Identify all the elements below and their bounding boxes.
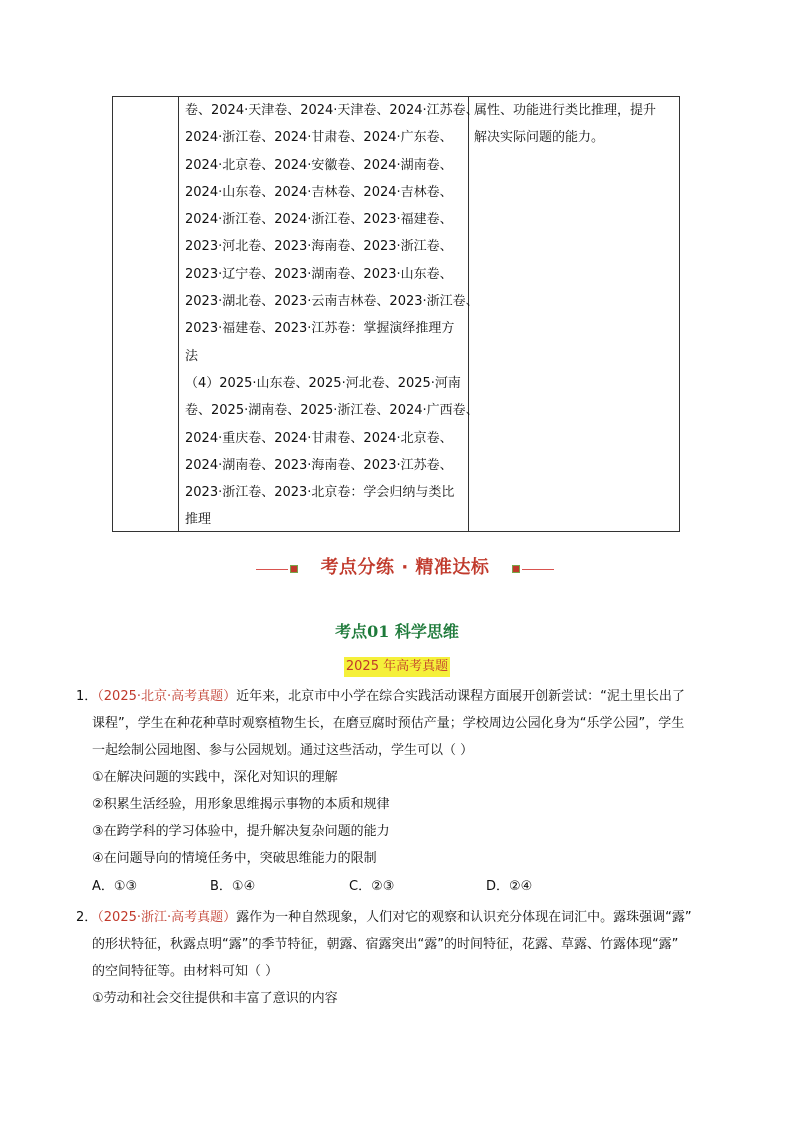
table-line: 卷、2024·天津卷、2024·天津卷、2024·江苏卷、 (185, 103, 479, 118)
q2-number: 2． (76, 910, 98, 925)
exam-list-text (185, 97, 479, 534)
table-line: 属性、功能进行类比推理，提升 (474, 103, 657, 118)
q1-option-3: ③在跨学科的学习体验中，提升解决复杂问题的能力 (92, 824, 390, 839)
q1-option-4: ④在问题导向的情境任务中，突破思维能力的限制 (92, 851, 377, 866)
table-line: 法 (185, 348, 199, 364)
q1-line-1 (76, 683, 685, 710)
table-line: 2023·浙江卷、2023·北京卷：学会归纳与类比 (185, 485, 455, 501)
q1-line-2: 课程”，学生在种花种草时观察植物生长，在磨豆腐时预估产量；学校周边公园化身为“乐学公园”，学生 (92, 716, 685, 731)
banner-line-right (522, 569, 554, 570)
table-line: 2024·浙江卷、2024·浙江卷、2023·福建卷、 (185, 212, 453, 228)
q2-line-1 (76, 904, 692, 931)
table-line: 2023·辽宁卷、2023·湖南卷、2023·山东卷、 (185, 266, 453, 282)
q1-number: 1． (76, 689, 98, 704)
banner-square-icon (290, 565, 298, 573)
q1-line-3: 一起绘制公园地图、参与公园规划。通过这些活动，学生可以（ ） (92, 743, 474, 758)
q2-line-2: 的形状特征，秋露点明“露”的季节特征，朝露、宿露突出“露”的时间特征，花露、草露、竹露体现“露” (92, 937, 679, 952)
table-line: （4）2025·山东卷、2025·河北卷、2025·河南 (185, 375, 461, 391)
section-title: 考点01 科学思维 (335, 622, 459, 641)
q1-option-2: ②积累生活经验，用形象思维揭示事物的本质和规律 (92, 797, 390, 812)
choice-b[interactable]: B．①④ (210, 879, 256, 894)
table-line: 2023·湖北卷、2023·云南吉林卷、2023·浙江卷、 (185, 294, 479, 310)
choice-c[interactable]: C．②③ (349, 879, 395, 894)
choice-d[interactable]: D．②④ (486, 879, 533, 894)
table-line: 推理 (185, 512, 212, 528)
q2-option-1: ①劳动和社会交往提供和丰富了意识的内容 (92, 991, 338, 1006)
q1-text: 近年来，北京市中小学在综合实践活动课程方面展开创新尝试：“泥土里长出了 (236, 689, 685, 704)
q2-text: 露作为一种自然现象，人们对它的观察和认识充分体现在词汇中。露珠强调“露” (236, 910, 692, 925)
table-line: 卷、2025·湖南卷、2025·浙江卷、2024·广西卷、 (185, 403, 479, 419)
year-tag: 2025 年高考真题 (344, 657, 450, 677)
q1-option-1: ①在解决问题的实践中，深化对知识的理解 (92, 770, 338, 785)
table-line: 2024·重庆卷、2024·甘肃卷、2024·北京卷、 (185, 430, 453, 446)
banner-square-icon (512, 565, 520, 573)
q2-source: （2025·浙江·高考真题） (97, 910, 237, 925)
banner-title: 考点分练 · 精准达标 (320, 557, 490, 578)
table-line: 2023·河北卷、2023·海南卷、2023·浙江卷、 (185, 239, 453, 255)
q1-source: （2025·北京·高考真题） (97, 689, 237, 704)
table-line: 2024·北京卷、2024·安徽卷、2024·湖南卷、 (185, 157, 453, 173)
ability-text (474, 97, 656, 152)
table-col-exam-list (178, 97, 479, 531)
year-tag-row (0, 655, 794, 677)
table-col-ability (468, 97, 679, 531)
table-line: 解决实际问题的能力。 (474, 130, 605, 146)
table-line: 2024·山东卷、2024·吉林卷、2024·吉林卷、 (185, 184, 453, 200)
q2-line-3: 的空间特征等。由材料可知（ ） (92, 964, 279, 979)
table-line: 2023·福建卷、2023·江苏卷：掌握演绎推理方 (185, 321, 455, 337)
banner-line-left (256, 569, 288, 570)
choice-a[interactable]: A．①③ (92, 879, 138, 894)
table-col-empty (113, 97, 179, 531)
table-line: 2024·湖南卷、2023·海南卷、2023·江苏卷、 (185, 457, 453, 473)
table-line: 2024·浙江卷、2024·甘肃卷、2024·广东卷、 (185, 130, 453, 146)
section-banner (256, 553, 554, 583)
content-table (112, 96, 680, 532)
